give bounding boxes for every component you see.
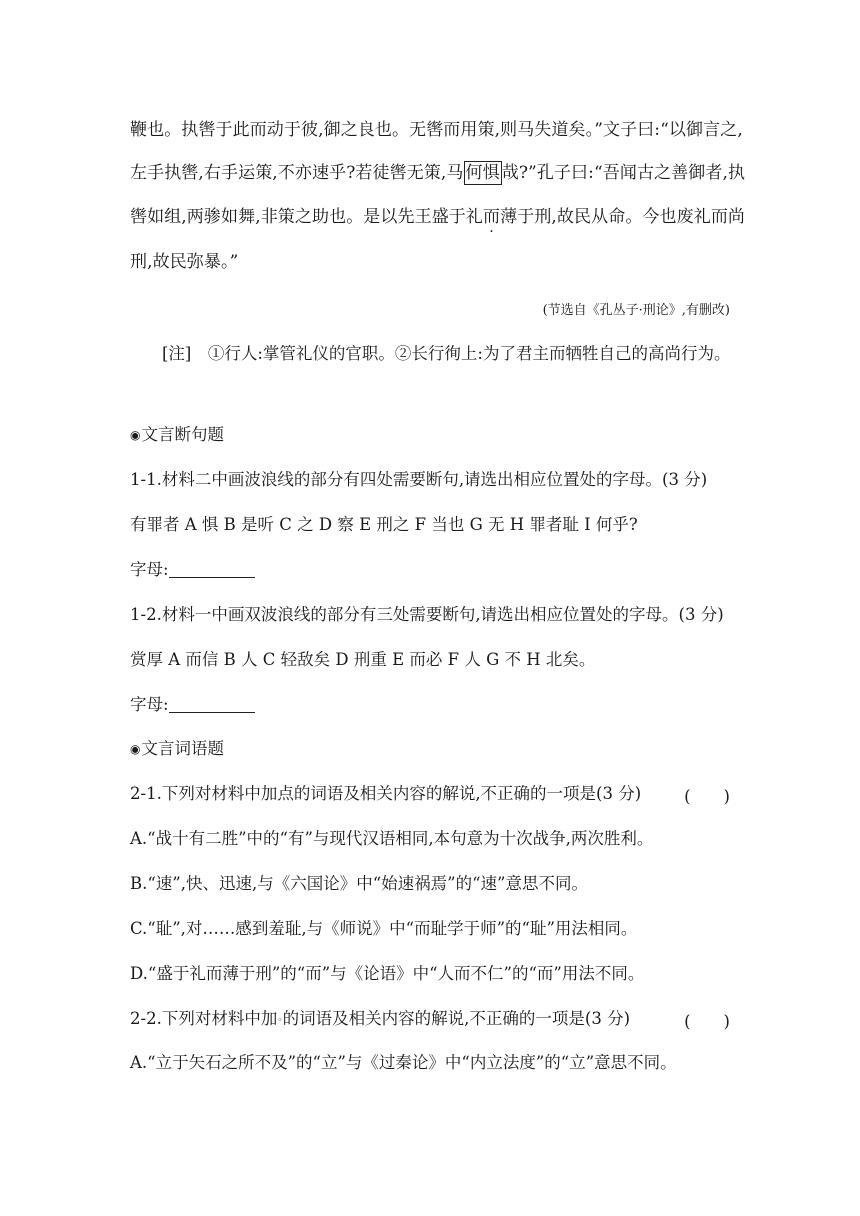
- option-b: B.“速”,快、迅速,与《六国论》中“始速祸焉”的“速”意思不同。: [130, 874, 588, 893]
- question-2-1: 2-1.下列对材料中加点的词语及相关内容的解说,不正确的一项是(3 分): [130, 784, 642, 803]
- source-citation: (节选自《孔丛子·刑论》,有删改): [542, 303, 730, 318]
- small-circle-mark-icon: ◦: [277, 1016, 283, 1026]
- bullet-icon: ◉: [130, 428, 141, 442]
- question-2-2-start: 2-2.下列对材料中加: [130, 1009, 278, 1028]
- option-a: A.“战十有二胜”中的“有”与现代汉语相同,本句意为十次战争,两次胜利。: [130, 829, 654, 848]
- passage-line-3-end: 薄于刑,故民从命。今也废礼而尚: [500, 207, 746, 227]
- passage-line-3: [130, 206, 745, 228]
- passage-line-1: 鞭也。执辔于此而动于彼,御之良也。无辔而用策,则马失道矣。”文子曰:“以御言之,: [130, 120, 743, 140]
- answer-blank[interactable]: [169, 696, 255, 713]
- question-1-2-text: 赏厚 A 而信 B 人 C 轻敌矣 D 刑重 E 而必 F 人 G 不 H 北矣。: [130, 650, 596, 669]
- answer-label: 字母:: [130, 695, 169, 714]
- passage-line-2: [130, 162, 745, 184]
- dotted-word: 而: [483, 207, 501, 227]
- boxed-word: 何惧: [465, 163, 500, 183]
- answer-parentheses[interactable]: ( ): [684, 1012, 730, 1031]
- answer-blank[interactable]: [169, 561, 255, 578]
- section-title: 文言断句题: [141, 425, 224, 444]
- option-c: C.“耻”,对……感到羞耻,与《师说》中“而耻学于师”的“耻”用法相同。: [130, 919, 638, 938]
- option-d: D.“盛于礼而薄于刑”的“而”与《论语》中“人而不仁”的“而”用法不同。: [130, 964, 645, 983]
- section-heading-sentence-break: [130, 424, 224, 446]
- question-2-2: [130, 1008, 630, 1032]
- bullet-icon: ◉: [130, 742, 141, 756]
- passage-line-4: 刑,故民弥暴。”: [130, 252, 239, 272]
- passage-line-2-end: 哉?”孔子曰:“吾闻古之善御者,执: [501, 163, 746, 183]
- passage-line-3-start: 辔如组,两骖如舞,非策之助也。是以先王盛于礼: [130, 207, 484, 227]
- question-1-2: 1-2.材料一中画双波浪线的部分有三处需要断句,请选出相应位置处的字母。(3 分): [130, 605, 724, 624]
- answer-line-1-1: [130, 559, 255, 581]
- answer-line-1-2: [130, 694, 255, 716]
- question-2-2-end: 的词语及相关内容的解说,不正确的一项是(3 分): [282, 1009, 631, 1028]
- section-heading-vocabulary: [130, 738, 224, 760]
- passage-line-2-start: 左手执辔,右手运策,不亦速乎?若徒辔无策,马: [130, 163, 464, 183]
- answer-parentheses[interactable]: ( ): [684, 787, 730, 806]
- section-title: 文言词语题: [141, 739, 224, 758]
- question-1-1-text: 有罪者 A 惧 B 是听 C 之 D 察 E 刑之 F 当也 G 无 H 罪者耻 I 何乎?: [130, 515, 638, 534]
- footnote: [注] ①行人:掌管礼仪的官职。②长行徇上:为了君主而牺牲自己的高尚行为。: [162, 344, 731, 363]
- option-2-a: A.“立于矢石之所不及”的“立”与《过秦论》中“内立法度”的“立”意思不同。: [130, 1053, 677, 1072]
- question-1-1: 1-1.材料二中画波浪线的部分有四处需要断句,请选出相应位置处的字母。(3 分): [130, 470, 708, 489]
- answer-label: 字母:: [130, 560, 169, 579]
